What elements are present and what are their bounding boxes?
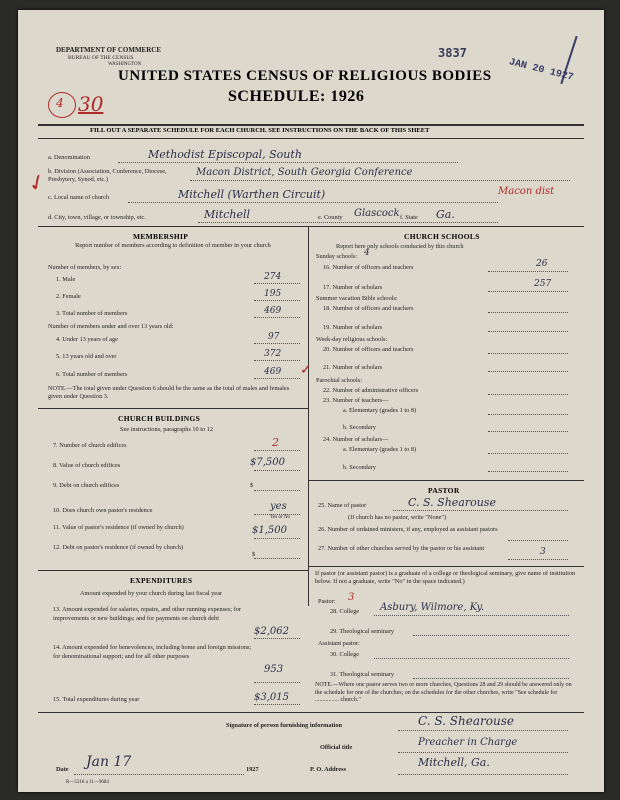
over13-line <box>254 360 300 361</box>
form-title: UNITED STATES CENSUS OF RELIGIOUS BODIES <box>118 68 492 84</box>
edifices-value: 2 <box>272 436 279 449</box>
circled-mark: 4 <box>56 96 64 110</box>
divider <box>38 408 308 409</box>
divider <box>38 226 584 227</box>
pastor-name-value: C. S. Shearouse <box>408 496 496 509</box>
summer-label: Summer vacation Bible schools: <box>316 295 398 302</box>
state-label: f. State <box>400 214 418 221</box>
sunday-schools-count: 4 <box>364 248 370 258</box>
signature-value: C. S. Shearouse <box>418 714 514 728</box>
seminary-label: 29. Theological seminary <box>330 628 395 635</box>
other-churches-value: 3 <box>540 547 546 557</box>
residence-value-amount: $1,500 <box>252 525 287 536</box>
pastor-name-label: 25. Name of pastor <box>318 502 367 509</box>
parochial-scholars-label: 24. Number of scholars— <box>323 436 389 443</box>
date-label: Date <box>56 766 69 773</box>
parochial-label: Parochial schools: <box>316 377 362 384</box>
assistant-college-line <box>374 658 569 659</box>
residence-debt-label: 12. Debt on pastor's residence (if owned by church) <box>53 544 184 551</box>
total-expenditures-value: $3,015 <box>254 692 289 703</box>
yes-no-hint: Yes or No <box>270 515 291 520</box>
department-label: DEPARTMENT OF COMMERCE <box>56 46 162 54</box>
divider <box>38 712 584 713</box>
running-expenses-value: $2,062 <box>254 626 289 637</box>
summer-scholars-label: 19. Number of scholars <box>323 324 383 331</box>
divider <box>38 570 308 571</box>
denomination-label: a. Denomination <box>48 154 90 161</box>
division-line <box>190 180 570 181</box>
red-check-mark: ✓ <box>23 167 51 198</box>
summer-teachers-label: 18. Number of officers and teachers <box>323 305 414 312</box>
division-value: Macon District, South Georgia Conference <box>196 167 413 178</box>
denomination-value: Methodist Episcopal, South <box>148 148 302 161</box>
benevolences-value: 953 <box>264 664 284 675</box>
city-line <box>198 222 498 223</box>
by-age-label: Number of members under and over 13 years old: <box>48 323 174 330</box>
pastor-name-note: (If church has no pastor, write "None") <box>348 514 447 521</box>
edifices-label: 7. Number of church edifices <box>53 442 127 449</box>
female-value: 195 <box>264 289 282 299</box>
ordained-ministers-line <box>508 540 568 541</box>
church-name-line <box>128 202 498 203</box>
divider <box>308 480 584 481</box>
signature-label: Signature of person furnishing information <box>226 722 343 729</box>
male-value: 274 <box>264 272 282 282</box>
male-line <box>254 283 300 284</box>
female-line <box>254 300 300 301</box>
pastor-sub-label: Pastor: <box>318 598 336 605</box>
red-check-mark: ✓ <box>300 363 312 378</box>
membership-subhead: Report number of members according to definition of member in your church <box>75 242 271 249</box>
over13-label: 5. 13 years old and over <box>56 353 117 360</box>
sunday-teachers-value: 26 <box>536 259 548 269</box>
summer-teachers-line <box>488 312 568 313</box>
residence-value-line <box>254 538 300 539</box>
weekday-teachers-label: 20. Number of officers and teachers <box>323 346 414 353</box>
edifices-value-label: 8. Value of church edifices <box>53 462 121 469</box>
edifices-line <box>254 450 300 451</box>
assistant-label: Assistant pastor: <box>318 640 360 647</box>
weekday-scholars-line <box>488 371 568 372</box>
residence-debt-line <box>254 558 300 559</box>
college-note: If pastor (or assistant pastor) is a graduate of a college or theological seminary, give name of institution below. If not a graduate, write "No" in the space indicated.) <box>315 570 576 585</box>
red-number-3: 3 <box>348 592 355 603</box>
edifices-debt-label: 9. Debt on church edifices <box>53 482 120 489</box>
division-label: b. Division (Association, Conference, Diocese, Presbytery, Synod, etc.) <box>48 168 167 183</box>
male-label: 1. Male <box>56 276 76 283</box>
red-note: Macon dist <box>498 186 555 197</box>
divider <box>38 124 584 126</box>
running-expenses-label: 13. Amount expended for salaries, repairs, and other running expenses; for improvements or new buildings; and for payments on church debt <box>53 606 241 622</box>
college-value: Asbury, Wilmore, Ky. <box>380 602 485 613</box>
total-members-label: 3. Total number of members <box>56 310 128 317</box>
pastor-name-line <box>393 510 568 511</box>
teachers-elementary-label: a. Elementary (grades 1 to 8) <box>343 407 417 414</box>
edifices-debt-line <box>254 490 300 491</box>
under13-line <box>254 343 300 344</box>
assistant-seminary-line <box>413 678 569 679</box>
assistant-college-label: 30. College <box>330 651 360 658</box>
total-age-value: 469 <box>264 367 282 377</box>
parochial-officers-label: 22. Number of administrative officers <box>323 387 419 394</box>
teachers-secondary-line <box>488 431 568 432</box>
benevolences-line <box>254 682 300 683</box>
official-title-label: Official title <box>320 744 353 751</box>
column-divider <box>308 226 309 606</box>
buildings-heading: CHURCH BUILDINGS <box>118 414 201 423</box>
serial-number: 3837 <box>438 46 467 60</box>
edifices-debt-value: $ <box>250 482 254 489</box>
date-line <box>74 774 244 775</box>
signature-line <box>398 730 568 731</box>
weekday-scholars-label: 21. Number of scholars <box>323 364 383 371</box>
pastor-note: NOTE.—Where one pastor serves two or more churches, Questions 28 and 29 should be answered only on the schedule for one of the churches; on the schedules for the other churches, write "See schedule for ................ church." <box>315 682 572 703</box>
college-label: 28. College <box>330 608 360 615</box>
under13-label: 4. Under 13 years of age <box>56 336 118 343</box>
weekday-teachers-line <box>488 353 568 354</box>
parochial-teachers-label: 23. Number of teachers— <box>323 397 389 404</box>
schools-heading: CHURCH SCHOOLS <box>404 232 480 241</box>
address-line <box>398 774 568 775</box>
seminary-line <box>413 635 569 636</box>
female-label: 2. Female <box>56 293 81 300</box>
address-label: P. O. Address <box>310 766 347 773</box>
weekday-label: Week-day religious schools: <box>316 336 388 343</box>
date-year: 1927 <box>246 766 259 773</box>
total-members-line <box>254 317 300 318</box>
total-members-value: 469 <box>264 306 282 316</box>
official-title-line <box>398 752 568 753</box>
other-churches-line <box>508 559 568 560</box>
sunday-scholars-line <box>488 291 568 292</box>
denomination-line <box>118 162 458 163</box>
total-age-line <box>254 378 300 379</box>
sunday-scholars-label: 17. Number of scholars <box>323 284 383 291</box>
church-name-label: c. Local name of church <box>48 194 110 201</box>
assistant-seminary-label: 31. Theological seminary <box>330 671 395 678</box>
pastor-heading: PASTOR <box>428 486 460 495</box>
state-value: Ga. <box>436 208 455 221</box>
instruction-line: FILL OUT A SEPARATE SCHEDULE FOR EACH CHURCH. SEE INSTRUCTIONS ON THE BACK OF THIS SHEET <box>90 127 430 134</box>
scholars-elementary-label: a. Elementary (grades 1 to 8) <box>343 446 417 453</box>
bureau-label: BUREAU OF THE CENSUS <box>68 55 134 61</box>
county-label: e. County <box>318 214 343 221</box>
total-age-label: 6. Total number of members <box>56 371 128 378</box>
city-value: Mitchell <box>204 208 250 221</box>
teachers-secondary-label: b. Secondary <box>343 424 376 431</box>
city-label: d. City, town, village, or township, etc. <box>48 214 146 221</box>
divider <box>38 138 584 139</box>
under13-value: 97 <box>268 332 280 342</box>
buildings-subhead: See instructions, paragraphs 10 to 12 <box>120 426 214 433</box>
county-value: Glascock <box>354 208 400 219</box>
schools-subhead: Report here only schools conducted by this church <box>336 243 464 250</box>
college-line <box>374 615 569 616</box>
expenditures-subhead: Amount expended by your church during last fiscal year <box>80 590 222 597</box>
expenditures-heading: EXPENDITURES <box>130 576 193 585</box>
edifices-value-line <box>254 470 300 471</box>
membership-heading: MEMBERSHIP <box>133 232 189 241</box>
residence-own-label: 10. Does church own pastor's residence <box>53 507 153 514</box>
sunday-teachers-label: 16. Number of officers and teachers <box>323 264 414 271</box>
sunday-schools-label: Sunday schools: <box>316 253 358 260</box>
form-subtitle: SCHEDULE: 1926 <box>228 88 365 105</box>
form-number: R—5318 a 11—9684 <box>66 780 109 785</box>
parochial-officers-line <box>488 394 568 395</box>
church-name-value: Mitchell (Warthen Circuit) <box>178 188 326 201</box>
edifices-value-amount: $7,500 <box>250 457 285 468</box>
red-number: 30 <box>78 92 104 116</box>
residence-own-value: yes <box>270 501 287 512</box>
scholars-secondary-line <box>488 471 568 472</box>
benevolences-label: 14. Amount expended for benevolences, including home and foreign missions; for denominational support; and for all other purposes <box>53 644 252 660</box>
sunday-teachers-line <box>488 271 568 272</box>
census-schedule-sheet <box>18 10 604 792</box>
scholars-elementary-line <box>488 453 568 454</box>
total-expenditures-line <box>254 704 300 705</box>
other-churches-label: 27. Number of other churches served by the pastor or his assistant <box>318 545 485 552</box>
over13-value: 372 <box>264 349 282 359</box>
teachers-elementary-line <box>488 414 568 415</box>
running-expenses-line <box>254 638 300 639</box>
official-title-value: Preacher in Charge <box>418 737 518 748</box>
summer-scholars-line <box>488 331 568 332</box>
by-sex-label: Number of members, by sex: <box>48 264 122 271</box>
address-value: Mitchell, Ga. <box>418 756 490 769</box>
city-label: WASHINGTON <box>108 62 142 67</box>
sunday-scholars-value: 257 <box>534 279 552 289</box>
received-date-stamp: JAN 20 1927 <box>507 57 575 84</box>
date-value: Jan 17 <box>86 754 132 770</box>
membership-note: NOTE.—The total given under Question 6 should be the same as the total of males and females given under Question 3. <box>48 385 290 400</box>
residence-debt-value: $ <box>252 551 256 558</box>
scholars-secondary-label: b. Secondary <box>343 464 376 471</box>
total-expenditures-label: 15. Total expenditures during year <box>53 696 140 703</box>
divider <box>308 566 584 567</box>
residence-value-label: 11. Value of pastor's residence (if owned by church) <box>53 524 184 531</box>
ordained-ministers-label: 26. Number of ordained ministers, if any, employed as assistant pastors <box>318 526 498 533</box>
